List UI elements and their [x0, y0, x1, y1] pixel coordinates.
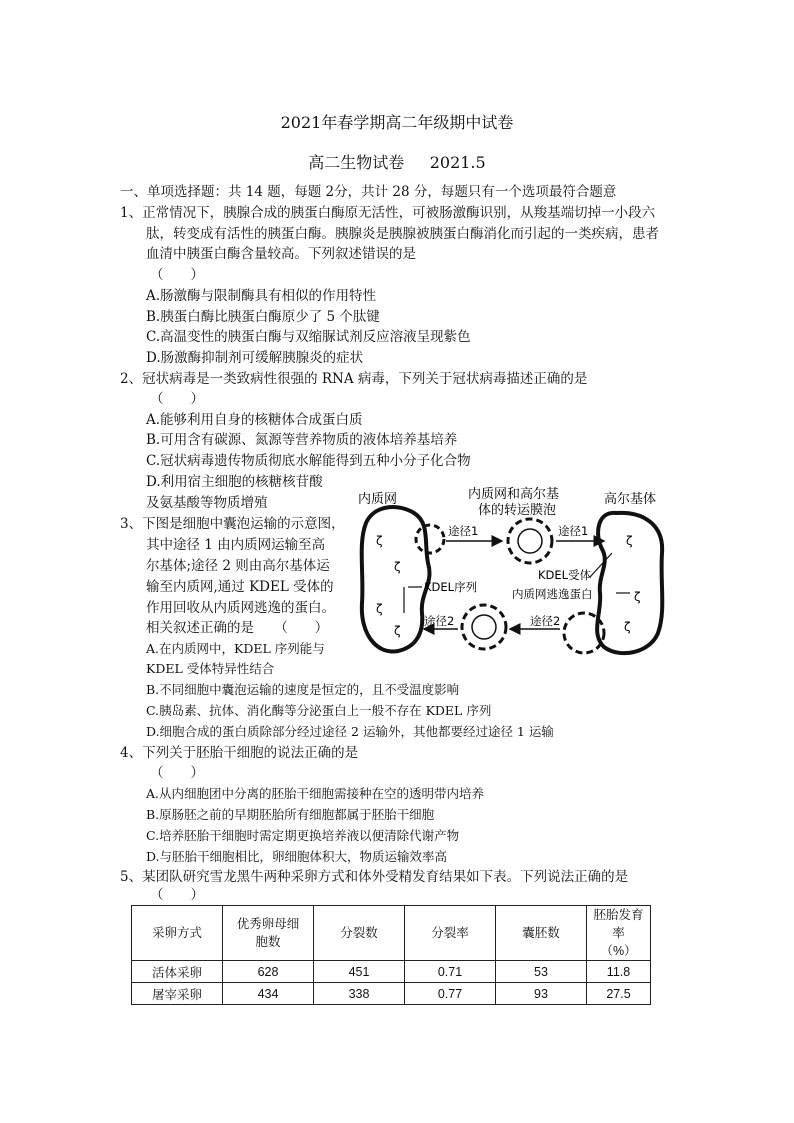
q1-option-b: B.胰蛋白酶比胰蛋白酶原少了 5 个肽键: [146, 309, 380, 325]
er-protein-glyph: ζ: [376, 602, 383, 616]
q3-option-b: B.不同细胞中囊泡运输的速度是恒定的，且不受温度影响: [146, 682, 460, 697]
q5-stem: 5、某团队研究雪龙黑牛两种采卵方式和体外受精发育结果如下表。下列说法正确的是: [120, 869, 629, 885]
q1-answer-blank: （ ）: [150, 267, 204, 283]
q1-stem-line: 肽，转变成有活性的胰蛋白酶。胰腺炎是胰腺被胰蛋白酶消化而引起的一类疾病，患者: [146, 226, 659, 242]
table-cell: 451: [314, 961, 405, 983]
q3-option-c: C.胰岛素、抗体、消化酶等分泌蛋白上一般不存在 KDEL 序列: [146, 703, 492, 718]
q4-option-b: B.原肠胚之前的早期胚胎所有细胞都属于胚胎干细胞: [146, 807, 435, 822]
q4-answer-blank: （ ）: [150, 765, 204, 781]
q3-stem-line: 相关叙述正确的是 （ ）: [146, 620, 329, 636]
q2-option-c: C.冠状病毒遗传物质彻底水解能得到五种小分子化合物: [146, 453, 471, 469]
table-cell: 0.77: [405, 983, 496, 1005]
diagram-label-path2-right: 途径2: [530, 614, 561, 628]
vesicle-bottom-inner: [472, 615, 496, 639]
table-header-cell: 优秀卵母细 胞数: [223, 906, 314, 961]
q3-stem-line: 3、下图是细胞中囊泡运输的示意图，: [120, 516, 345, 532]
diagram-label-path1-left: 途径1: [448, 524, 479, 538]
q4-option-d: D.与胚胎干细胞相比，卵细胞体积大，物质运输效率高: [146, 849, 448, 864]
q5-results-table: [131, 905, 651, 1005]
q2-option-d: D.利用宿主细胞的核糖核苷酸: [146, 474, 323, 490]
table-cell: 628: [223, 961, 314, 983]
table-cell: 338: [314, 983, 405, 1005]
table-cell: 屠宰采卵: [132, 983, 223, 1005]
table-cell: 0.71: [405, 961, 496, 983]
q2-option-a: A.能够利用自身的核糖体合成蛋白质: [146, 412, 363, 428]
q3-option-a: A.在内质网中，KDEL 序列能与: [146, 641, 325, 656]
q4-option-a: A.从内细胞团中分离的胚胎干细胞需接种在空的透明带内培养: [146, 786, 485, 801]
table-cell: 27.5: [587, 983, 651, 1005]
table-cell: 11.8: [587, 961, 651, 983]
table-cell: 53: [496, 961, 587, 983]
golgi-protein-glyph: ζ: [626, 534, 633, 548]
q1-stem-line: 1、正常情况下，胰腺合成的胰蛋白酶原无活性，可被肠激酶识别，从羧基端切掉一小段六: [120, 205, 656, 221]
table-cell: 活体采卵: [132, 961, 223, 983]
q1-option-a: A.肠激酶与限制酶具有相似的作用特性: [146, 288, 377, 304]
q2-answer-blank: （ ）: [150, 391, 204, 407]
table-header-cell: 分裂率: [405, 906, 496, 961]
exam-title: 2021年春学期高二年级期中试卷: [280, 113, 514, 132]
table-row: [132, 983, 651, 1005]
diagram-label-vesicle-1: 内质网和高尔基: [468, 487, 560, 502]
diagram-label-kdel-sequence: KDEL序列: [424, 580, 478, 594]
q5-answer-blank: （ ）: [150, 887, 204, 903]
table-header-cell: 采卵方式: [132, 906, 223, 961]
diagram-label-escaped-protein: 内质网逃逸蛋白: [512, 587, 593, 601]
er-protein-glyph: ζ: [394, 624, 401, 638]
golgi-protein-glyph: ζ: [634, 590, 641, 604]
vesicle-top: [508, 519, 552, 563]
q3-option-a-cont: KDEL 受体特异性结合: [146, 661, 275, 676]
diagram-label-er: 内质网: [358, 492, 398, 507]
q3-stem-line: 输至内质网,通过 KDEL 受体的: [146, 579, 334, 595]
q3-stem-line: 其中途径 1 由内质网运输至高: [146, 537, 326, 553]
q2-stem: 2、冠状病毒是一类致病性很强的 RNA 病毒，下列关于冠状病毒描述正确的是: [120, 371, 588, 387]
table-cell: 93: [496, 983, 587, 1005]
vesicle-transport-diagram: [354, 483, 666, 659]
table-header-cell: 分裂数: [314, 906, 405, 961]
table-header-cell: 囊胚数: [496, 906, 587, 961]
q3-option-d: D.细胞合成的蛋白质除部分经过途径 2 运输外，其他都要经过途径 1 运输: [146, 724, 554, 739]
q3-stem-line: 尔基体;途径 2 则由高尔基体运: [146, 558, 330, 574]
q2-option-b: B.可用含有碳源、氮源等营养物质的液体培养基培养: [146, 432, 458, 448]
table-row: [132, 961, 651, 983]
diagram-label-path1-right: 途径1: [558, 524, 589, 538]
q3-stem-line: 作用回收从内质网逃逸的蛋白。: [146, 600, 335, 616]
table-header-cell: 胚胎发育率 （%）: [587, 906, 651, 961]
exam-subtitle: 高二生物试卷 2021.5: [308, 153, 486, 172]
diagram-label-golgi: 高尔基体: [604, 492, 657, 507]
er-protein-glyph: ζ: [394, 560, 401, 574]
q2-option-d-cont: 及氨基酸等物质增殖: [146, 495, 268, 511]
diagram-label-kdel-receptor: KDEL受体: [538, 568, 592, 582]
table-cell: 434: [223, 983, 314, 1005]
vesicle-bottom: [462, 605, 506, 649]
q4-option-c: C.培养胚胎干细胞时需定期更换培养液以便清除代谢产物: [146, 828, 460, 843]
vesicle-top-inner: [518, 529, 542, 553]
section-heading: 一、单项选择题：共 14 题，每题 2分，共计 28 分，每题只有一个选项最符合题意: [120, 184, 617, 200]
q1-option-c: C.高温变性的胰蛋白酶与双缩脲试剂反应溶液呈现紫色: [146, 329, 471, 345]
q1-stem-line: 血清中胰蛋白酶含量较高。下列叙述错误的是: [146, 246, 416, 262]
er-protein-glyph: ζ: [376, 534, 383, 548]
q1-option-d: D.肠激酶抑制剂可缓解胰腺炎的症状: [146, 350, 364, 366]
q4-stem: 4、下列关于胚胎干细胞的说法正确的是: [120, 745, 359, 761]
table-header-row: [132, 906, 651, 961]
diagram-label-vesicle-2: 体的转运膜泡: [478, 503, 557, 518]
golgi-protein-glyph: ζ: [624, 620, 631, 634]
diagram-label-path2-left: 途径2: [424, 614, 455, 628]
